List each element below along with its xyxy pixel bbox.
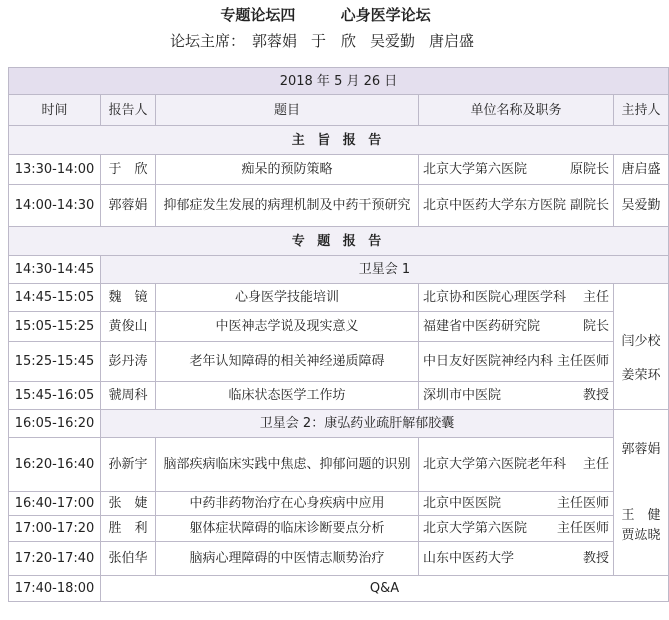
table-row (9, 542, 669, 576)
speaker-cell: 张 婕 (101, 492, 156, 516)
table-row (9, 312, 669, 342)
forum-title-sub: 心身医学论坛 (340, 6, 431, 24)
institution-name: 北京大学第六医院 (423, 521, 528, 536)
time-cell: 16:05-16:20 (9, 410, 101, 438)
speaker-cell: 于 欣 (101, 155, 156, 185)
institution-name: 中日友好医院神经内科 (423, 354, 554, 369)
column-header: 题目 (156, 95, 419, 126)
institution-cell (419, 284, 614, 312)
institution-name: 山东中医药大学 (423, 551, 515, 566)
host-cell-group-a (614, 284, 669, 410)
topic-cell: 中医神志学说及现实意义 (156, 312, 419, 342)
institution-name: 北京大学第六医院老年科 (423, 457, 567, 472)
institution-cell (419, 155, 614, 185)
column-header: 报告人 (101, 95, 156, 126)
institution-cell (419, 312, 614, 342)
host-name: 王 健 (621, 507, 661, 523)
time-cell: 17:40-18:00 (9, 576, 101, 602)
time-cell: 15:25-15:45 (9, 342, 101, 382)
table-row (9, 155, 669, 185)
institution-position: 主任医师 (556, 354, 609, 369)
chair-name: 郭蓉娟 (251, 32, 297, 50)
topic-cell: 临床状态医学工作坊 (156, 382, 419, 410)
time-cell: 14:00-14:30 (9, 185, 101, 227)
topic-cell: 躯体症状障碍的临床诊断要点分析 (156, 516, 419, 542)
institution-position: 主任医师 (556, 496, 609, 511)
section-label: 专 题 报 告 (9, 227, 669, 256)
institution-position: 主任 (582, 457, 609, 472)
topic-cell: 心身医学技能培训 (156, 284, 419, 312)
institution-position: 院长 (582, 319, 609, 334)
section-label: 主 旨 报 告 (9, 126, 669, 155)
chairs-label: 论坛主席： (169, 32, 245, 50)
institution-name: 深圳市中医院 (423, 388, 502, 403)
column-header: 主持人 (614, 95, 669, 126)
institution-name: 北京中医医院 (423, 496, 502, 511)
institution-name: 福建省中医药研究院 (423, 319, 541, 334)
institution-position: 主任医师 (556, 521, 609, 536)
forum-title (0, 4, 651, 25)
host-spacer (618, 301, 664, 325)
institution-name: 北京协和医院心理医学科 (423, 290, 567, 305)
chair-name: 唐启盛 (429, 32, 475, 50)
institution-cell (419, 516, 614, 542)
forum-title-main: 专题论坛四 (220, 6, 296, 24)
time-cell: 16:40-17:00 (9, 492, 101, 516)
schedule-table (8, 67, 669, 602)
qa-row (9, 576, 669, 602)
time-cell: 14:30-14:45 (9, 256, 101, 284)
section-row-keynote (9, 126, 669, 155)
column-header: 时间 (9, 95, 101, 126)
chair-name: 于 欣 (310, 32, 356, 50)
speaker-cell: 郭蓉娟 (101, 185, 156, 227)
host-name: 闫少校 (621, 333, 661, 349)
column-header: 单位名称及职务 (419, 95, 614, 126)
table-row (9, 516, 669, 542)
host-spacer (618, 460, 664, 506)
time-cell: 17:00-17:20 (9, 516, 101, 542)
institution-cell (419, 542, 614, 576)
qa-label: Q&A (101, 576, 669, 602)
speaker-cell: 彭丹涛 (101, 342, 156, 382)
table-row (9, 492, 669, 516)
satellite-row (9, 256, 669, 284)
institution-name: 北京中医药大学东方医院 (423, 198, 567, 213)
table-row (9, 438, 669, 492)
institution-cell (419, 185, 614, 227)
institution-position: 副院长 (569, 198, 609, 213)
topic-cell: 老年认知障碍的相关神经递质障碍 (156, 342, 419, 382)
column-header-row (9, 95, 669, 126)
topic-cell: 中药非药物治疗在心身疾病中应用 (156, 492, 419, 516)
host-name: 贾竑晓 (621, 527, 661, 543)
satellite-row (9, 410, 669, 438)
institution-cell (419, 492, 614, 516)
speaker-cell: 张伯华 (101, 542, 156, 576)
institution-position: 主任 (582, 290, 609, 305)
forum-chairs (0, 30, 651, 51)
time-cell: 15:45-16:05 (9, 382, 101, 410)
time-cell: 14:45-15:05 (9, 284, 101, 312)
speaker-cell: 孙新宇 (101, 438, 156, 492)
date-label: 2018 年 5 月 26 日 (9, 68, 669, 95)
institution-cell (419, 438, 614, 492)
speaker-cell: 黄俊山 (101, 312, 156, 342)
institution-position: 原院长 (569, 162, 609, 177)
host-name: 姜荣环 (621, 367, 661, 383)
institution-name: 北京大学第六医院 (423, 162, 528, 177)
section-row-special (9, 227, 669, 256)
host-name: 郭蓉娟 (621, 441, 661, 457)
institution-cell (419, 382, 614, 410)
table-row (9, 284, 669, 312)
table-row (9, 185, 669, 227)
speaker-cell: 胜 利 (101, 516, 156, 542)
table-row (9, 342, 669, 382)
chair-name: 吴爱勤 (370, 32, 416, 50)
time-cell: 15:05-15:25 (9, 312, 101, 342)
host-cell: 吴爱勤 (614, 185, 669, 227)
date-row (9, 68, 669, 95)
satellite-label: 卫星会 2：康弘药业疏肝解郁胶囊 (101, 410, 614, 438)
speaker-cell: 虢周科 (101, 382, 156, 410)
topic-cell: 脑部疾病临床实践中焦虑、抑郁问题的识别 (156, 438, 419, 492)
host-cell: 唐启盛 (614, 155, 669, 185)
table-row (9, 382, 669, 410)
institution-position: 教授 (582, 551, 609, 566)
speaker-cell: 魏 镜 (101, 284, 156, 312)
institution-position: 教授 (582, 388, 609, 403)
satellite-label: 卫星会 1 (101, 256, 669, 284)
time-cell: 17:20-17:40 (9, 542, 101, 576)
topic-cell: 脑病心理障碍的中医情志顺势治疗 (156, 542, 419, 576)
topic-cell: 抑郁症发生发展的病理机制及中药干预研究 (156, 185, 419, 227)
host-cell-group-b (614, 410, 669, 576)
time-cell: 16:20-16:40 (9, 438, 101, 492)
topic-cell: 痴呆的预防策略 (156, 155, 419, 185)
institution-cell (419, 342, 614, 382)
time-cell: 13:30-14:00 (9, 155, 101, 185)
